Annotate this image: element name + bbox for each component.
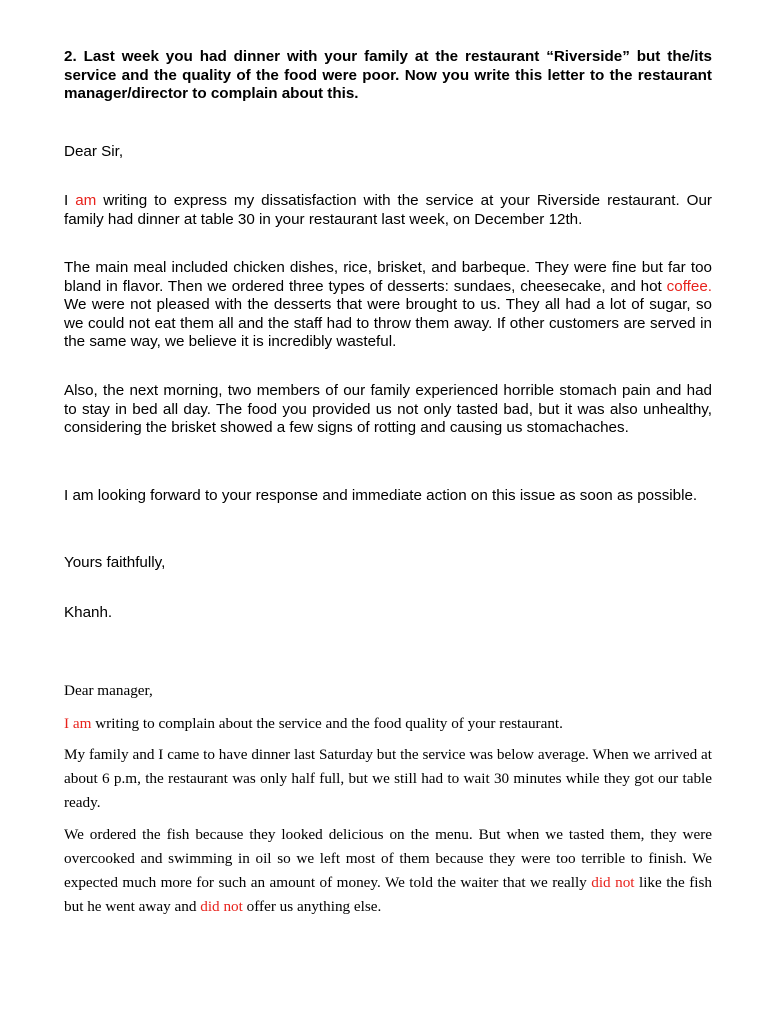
highlight-word: am: [75, 192, 97, 209]
highlight-word: did not: [591, 874, 635, 891]
letter2-paragraph-3: We ordered the fish because they looked delicious on the menu. But when we tasted them, they were overcooked and swimming in oil so we left most of them because they were too terrible to finish. We expected much more for such an amount of money. We told the waiter that we really did not like the fish but he went away and did not offer us anything else.: [64, 826, 712, 915]
highlight-word: did not: [200, 898, 243, 915]
task-prompt: 2. Last week you had dinner with your family at the restaurant “Riverside” but the/its service and the quality of the food were poor. Now you write this letter to the restaurant manager/director to complain about this.: [64, 48, 712, 103]
letter1-paragraph-2: The main meal included chicken dishes, rice, brisket, and barbeque. They were fine but far too bland in flavor. Then we ordered three types of desserts: sundaes, cheesecake, and hot coffee. We were not pleased with the desserts that were brought to us. They all had a lot of sugar, so we could not eat them all and the staff had to throw them away. If other customers are served in the same way, we believe it is incredibly wasteful.: [64, 259, 712, 351]
letter2-paragraph-1: I am writing to complain about the service and the food quality of your restaurant.: [64, 715, 563, 732]
letter2-greeting: Dear manager,: [64, 682, 153, 699]
highlight-word: coffee.: [666, 277, 712, 295]
letter1-paragraph-4: I am looking forward to your response and immediate action on this issue as soon as possible.: [64, 487, 698, 504]
highlight-word: I am: [64, 715, 92, 732]
letter1-paragraph-1: I am writing to express my dissatisfaction with the service at your Riverside restaurant. Our family had dinner at table 30 in your restaurant last week, on December 12th.: [64, 192, 712, 228]
letter1-signature: Khanh.: [64, 604, 113, 621]
letter1-closing: Yours faithfully,: [64, 554, 166, 571]
letter1-paragraph-3: Also, the next morning, two members of our family experienced horrible stomach pain and had to stay in bed all day. The food you provided us not only tasted bad, but it was also unhealthy, considering the brisket showed a few signs of rotting and causing us stomachaches.: [64, 382, 712, 437]
letter1-greeting: Dear Sir,: [64, 143, 124, 160]
letter2-paragraph-2: My family and I came to have dinner last Saturday but the service was below average. When we arrived at about 6 p.m, the restaurant was only half full, but we still had to wait 30 minutes while they got our table ready.: [64, 746, 712, 811]
